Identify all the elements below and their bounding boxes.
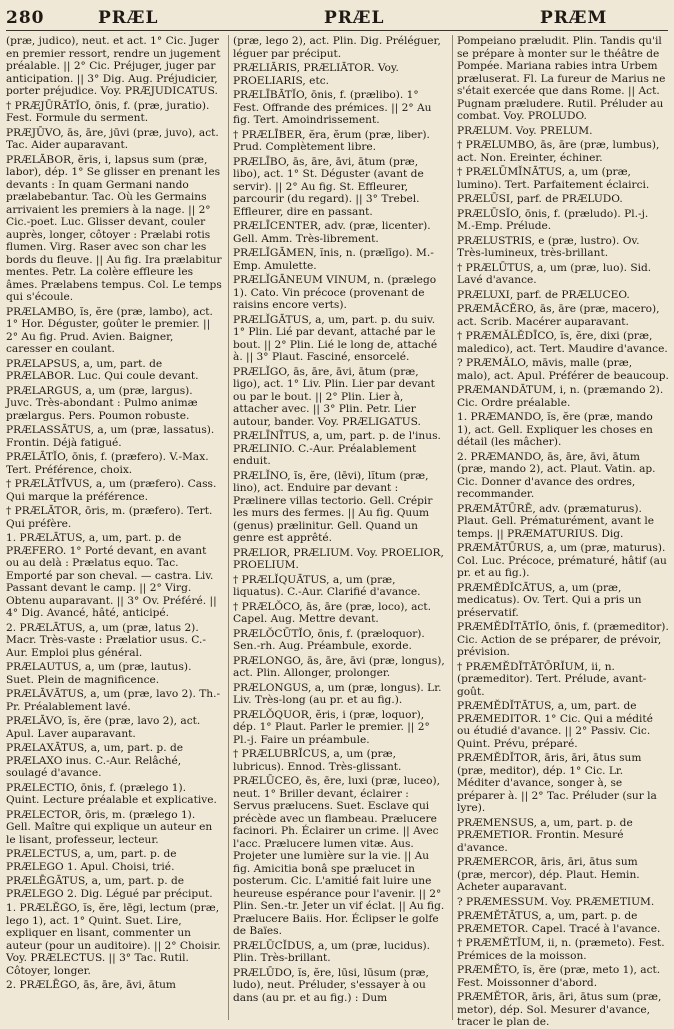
dictionary-entry: PRÆMĔDĬCĀTUS, a, um (præ, medicatus). Ov. Tert. Qui a pris un préservatif. xyxy=(457,581,642,619)
dictionary-entry: PRÆLIOR, PRÆLIUM. Voy. PROELIOR, PROELIUM. xyxy=(233,546,444,571)
dictionary-entry: PRÆMĔTĀTUS, a, um, part. p. de PRÆMETOR. Capel. Tracé à l'avance. xyxy=(457,910,661,935)
dictionary-entry: 2. PRÆLĀTUS, a, um (præ, latus 2). Macr. Très-vaste : Prælatior usus. C.-Aur. Emploi plus général. xyxy=(6,621,206,659)
dictionary-entry: PRÆMENSUS, a, um, part. p. de PRÆMETIOR. Frontin. Mesuré d'avance. xyxy=(457,816,633,854)
dictionary-entry: PRÆLĒGĀTUS, a, um, part. p. de PRÆLEGO 2. Dig. Légué par préciput. xyxy=(6,875,213,900)
dictionary-entry: PRÆLŪCĬDUS, a, um (præ, lucidus). Plin. Très-brillant. xyxy=(233,939,431,964)
dictionary-entry: (præ, lego 2), act. Plin. Dig. Préléguer, léguer par préciput. xyxy=(233,35,441,60)
dictionary-entry: PRÆLĀVO, ĭs, ĕre (præ, lavo 2), act. Apul. Laver auparavant. xyxy=(6,715,201,740)
dictionary-entry: 2. PRÆMANDO, ās, āre, āvi, ātum (præ, mando 2), act. Plaut. Vatin. ap. Cic. Donner d'avance des ordres, recommander. xyxy=(457,450,656,500)
dictionary-entry: PRÆLĪBĀTĬO, ōnis, f. (prælibo). 1° Fest. Offrande des prémices. || 2° Au fig. Tert. Amoindrissement. xyxy=(233,89,432,126)
dictionary-entry: PRÆLUXI, parf. de PRÆLUCEO. xyxy=(457,288,630,301)
dictionary-entry: PRÆLĪCENTER, adv. (præ, licenter). Gell. Amm. Très-librement. xyxy=(233,220,431,245)
dictionary-entry: ? PRÆMĂLO, māvis, malle (præ, malo), act. Apul. Préférer de beaucoup. xyxy=(457,357,669,382)
dictionary-entry: † PRÆLŪMĬNĀTUS, a, um (præ, lumino). Tert. Parfaitement éclairci. xyxy=(457,166,650,191)
dictionary-entry: PRÆLAXĀTUS, a, um, part. p. de PRÆLAXO inus. C.-Aur. Relâché, soulagé d'avance. xyxy=(6,742,183,779)
dictionary-entry: PRÆLIĀRIS, PRÆLIĀTOR. Voy. PROELIARIS, etc. xyxy=(233,62,399,87)
dictionary-entry: † PRÆLŪTUS, a, um (præ, luo). Sid. Lavé d'avance. xyxy=(457,261,652,286)
dictionary-entry: PRÆLŪDO, ĭs, ĕre, lūsi, lūsum (præ, ludo), neut. Préluder, s'essayer à ou dans (au pr. et au fig.) : Dum xyxy=(233,966,429,1004)
dictionary-entry: PRÆMĔDĬTOR, āris, āri, ātus sum (præ, meditor), dép. 1° Cic. Lr. Méditer d'avance, songer à, se préparer à. || 2° Tac. Préluder (sur la lyre). xyxy=(457,752,657,814)
text-columns xyxy=(6,35,669,1028)
dictionary-entry: PRÆLĬNO, ĭs, ĕre, (lēvi), lĭtum (præ, lino), act. Enduire par devant : Prælinere villas tectorio. Gell. Crépir les murs des fermes. || Au fig. Quum (genus) prælinitur. Gell. Quand un genre est apprêté. xyxy=(233,469,433,544)
dictionary-entry: PRÆLUSTRIS, e (præ, lustro). Ov. Très-lumineux, très-brillant. xyxy=(457,234,640,259)
dictionary-entry: (præ, judico), neut. et act. 1° Cic. Juger en premier ressort, rendre un jugement préalable. || 2° Cic. Préjuger, juger par anticipation. || 3° Dig. Aug. Préjudicier, porter préjudice. Voy. PRÆJUDICATUS. xyxy=(6,35,221,97)
dictionary-entry: † PRÆLUMBO, ās, āre (præ, lumbus), act. Non. Ereinter, échiner. xyxy=(457,139,660,164)
dictionary-entry: 1. PRÆMANDO, ĭs, ĕre (præ, mando 1), act. Gell. Expliquer les choses en détail (les mâcher). xyxy=(457,411,653,448)
dictionary-entry: PRÆLŎCŪTĬO, ōnis, f. (præloquor). Sen.-rh. Aug. Préambule, exorde. xyxy=(233,627,425,652)
dictionary-entry: † PRÆMĔTĬUM, ii, n. (præmeto). Fest. Prémices de la moisson. xyxy=(457,937,665,962)
dictionary-entry: PRÆLĪNĪTUS, a, um, part. p. de l'inus. PRÆLINIO. C.-Aur. Préalablement enduit. xyxy=(233,430,441,467)
dictionary-entry: PRÆMĔTO, ĭs, ĕre (præ, meto 1), act. Fest. Moissonner d'abord. xyxy=(457,964,661,989)
dictionary-entry: Pompeiano præludit. Plin. Tandis qu'il se prépare à monter sur le théâtre de Pompée. Mariana rabies intra Urbem præluserat. Fl. La fureur de Marius ne s'était exercée que dans Rome. || Act. Pugnam præludere. Rutil. Préluder au combat. Voy. PROLUDO. xyxy=(457,35,666,122)
dictionary-entry: PRÆLĀVĀTUS, a, um (præ, lavo 2). Th.-Pr. Préalablement lavé. xyxy=(6,688,221,713)
dictionary-entry: 1. PRÆLĔGO, ĭs, ĕre, lēgi, lectum (præ, lego 1), act. 1° Quint. Suet. Lire, expliquer en lisant, commenter un auteur (pour un auditoire). || 2° Choisir. Voy. PRÆLECTUS. || 3° Tac. Rutil. Côtoyer, longer. xyxy=(6,902,221,977)
dictionary-entry: PRÆLĬGĀTUS, a, um, part. p. du suiv. 1° Plin. Lié par devant, attaché par le bout. || 2° Plin. Lié le long de, attaché à. || 3° Plaut. Fasciné, ensorcelé. xyxy=(233,313,438,363)
dictionary-entry: ? PRÆMESSUM. Voy. PRÆMETIUM. xyxy=(457,895,655,908)
dictionary-entry: PRÆLONGUS, a, um (præ, longus). Lr. Liv. Très-long (au pr. et au fig.). xyxy=(233,681,442,706)
dictionary-entry: PRÆLAPSUS, a, um, part. de PRÆLABOR. Luc. Qui coule devant. xyxy=(6,357,199,382)
dictionary-entry: PRÆLŪSĬO, ōnis, f. (præludo). Pl.-j. M.-Emp. Prélude. xyxy=(457,207,649,232)
dictionary-entry: PRÆMĔDĬTĀTUS, a, um, part. de PRÆMEDITOR. 1° Cic. Qui a médité ou étudié d'avance. || 2° Passiv. Cic. Quint. Prévu, préparé. xyxy=(457,700,653,750)
dictionary-entry: PRÆMĀCĔRO, ās, āre (præ, macero), act. Scrib. Macérer auparavant. xyxy=(457,303,660,328)
dictionary-entry: PRÆLAUTUS, a, um (præ, lautus). Suet. Plein de magnificence. xyxy=(6,661,192,686)
dictionary-entry: † PRÆJŪRĀTĬO, ōnis, f. (præ, juratio). Fest. Formule du serment. xyxy=(6,99,210,124)
dictionary-entry: PRÆLECTOR, ōris, m. (prælego 1). Gell. Maître qui explique un auteur en le lisant, professeur, lecteur. xyxy=(6,808,213,846)
dictionary-entry: † PRÆLĀTOR, ōris, m. (præfero). Tert. Qui préfère. xyxy=(6,505,213,530)
dictionary-entry: PRÆLASSĀTUS, a, um (præ, lassatus). Frontin. Déjà fatigué. xyxy=(6,424,215,449)
dictionary-entry: PRÆMANDĀTUM, i, n. (præmando 2). Cic. Ordre préalable. xyxy=(457,384,664,409)
dictionary-entry: PRÆLŎQUOR, ĕris, i (præ, loquor), dép. 1° Plaut. Parler le premier. || 2° Pl.-j. Faire un préambule. xyxy=(233,708,430,746)
dictionary-entry: PRÆMĀTŪRĒ, adv. (præmaturus). Plaut. Gell. Prématurément, avant le temps. || PRÆMATURIUS. Dig. xyxy=(457,502,654,540)
dictionary-entry: † PRÆLŎCO, ās, āre (præ, loco), act. Capel. Aug. Mettre devant. xyxy=(233,600,431,625)
dictionary-entry: PRÆMERCOR, āris, āri, ātus sum (præ, mercor), dép. Plaut. Hemin. Acheter auparavant. xyxy=(457,856,640,893)
column-left xyxy=(6,35,222,1020)
dictionary-entry: PRÆLĬGO, ās, āre, āvi, ātum (præ, ligo), act. 1° Liv. Plin. Lier par devant ou par le bout. || 2° Plin. Lier à, attacher avec. || 3° Plin. Petr. Lier autour, bander. Voy. PRÆLIGATUS. xyxy=(233,365,435,428)
column-right xyxy=(452,35,669,1028)
dictionary-entry: † PRÆMĂLĔDĪCO, ĭs, ĕre, dixi (præ, maledico), act. Tert. Maudire d'avance. xyxy=(457,330,668,355)
running-head-left: PRÆL xyxy=(98,8,159,28)
dictionary-entry: PRÆLĬGĀNEUM VINUM, n. (prælego 1). Cato. Vin précoce (provenant de raisins encore verts). xyxy=(233,274,437,311)
dictionary-entry: † PRÆLUBRĬCUS, a, um (præ, lubricus). Ennod. Très-glissant. xyxy=(233,748,402,773)
dictionary-entry: PRÆMĔTOR, āris, āri, ātus sum (præ, metor), dép. Sol. Mesurer d'avance, tracer le plan de. xyxy=(457,991,662,1028)
running-head-center: PRÆL xyxy=(324,8,385,28)
dictionary-entry: † PRÆLĀTĪVUS, a, um (præfero). Cass. Qui marque la préférence. xyxy=(6,478,217,503)
dictionary-entry: 2. PRÆLĒGO, ās, āre, āvi, ātum xyxy=(6,979,176,991)
dictionary-entry: † PRÆLĪBER, ĕra, ĕrum (præ, liber). Prud. Complètement libre. xyxy=(233,128,430,153)
dictionary-entry: PRÆLONGO, ās, āre, āvi (præ, longus), act. Plin. Allonger, prolonger. xyxy=(233,654,445,679)
dictionary-entry: PRÆLŪCEO, ēs, ēre, luxi (præ, luceo), neut. 1° Briller devant, éclairer : Servus prælucens. Suet. Esclave qui précède avec un flambeau. Prælucere facinori. Ph. Éclairer un crime. || Avec l'acc. Prælucere lumen vitæ. Aus. Projeter une lumière sur la vie. || Au fig. Amicitia bonâ spe prælucet in posterum. Cic. L'amitié fait luire une heureuse espérance pour l'avenir. || 2° Plin. Sen.-tr. Jeter un vif éclat. || Au fig. Prælucere Baiis. Hor. Éclipser le golfe de Baïes. xyxy=(233,775,445,937)
dictionary-entry: PRÆJŪVO, ās, āre, jūvi (præ, juvo), act. Tac. Aider auparavant. xyxy=(6,126,219,151)
dictionary-entry: PRÆLAMBO, ĭs, ĕre (præ, lambo), act. 1° Hor. Déguster, goûter le premier. || 2° Au fig. Prud. Avien. Baigner, caresser en coulant. xyxy=(6,305,213,355)
dictionary-entry: PRÆLECTUS, a, um, part. p. de PRÆLEGO 1. Apul. Choisi, trié. xyxy=(6,848,177,873)
page-number: 280 xyxy=(6,8,45,28)
dictionary-entry: † PRÆLĬQUĀTUS, a, um (præ, liquatus). C.-Aur. Clarifié d'avance. xyxy=(233,573,421,598)
dictionary-entry: PRÆLĀBOR, ĕris, i, lapsus sum (præ, labor), dép. 1° Se glisser en prenant les devants : In quam Germani nando prælabebantur. Tac. Où les Germains arrivaient les premiers à la nage. || 2° Cic.-poet. Luc. Glisser devant, couler auprès, longer, côtoyer : Prælabi rotis flumen. Virg. Raser avec son char les bords du fleuve. || Au fig. Ira prælabitur mentes. Petr. La colère effleure les âmes. Prælabens tempus. Col. Le temps qui s'écoule. xyxy=(6,153,222,303)
dictionary-entry: PRÆLĪBO, ās, āre, āvi, ātum (præ, libo), act. 1° St. Déguster (avant de servir). || 2° Au fig. St. Effleurer, parcourir (du regard). || 3° Trebel. Effleurer, dire en passant. xyxy=(233,155,424,218)
page-header xyxy=(6,6,668,31)
dictionary-entry: 1. PRÆLĀTUS, a, um, part. p. de PRÆFERO. 1° Porté devant, en avant ou au delà : Prælatus equo. Tac. Emporté par son cheval. — castra. Liv. Passant devant le camp. || 2° Virg. Obtenu auparavant. || 3° Ov. Préféré. || 4° Dig. Avancé, hâté, anticipé. xyxy=(6,532,217,619)
dictionary-entry: PRÆLECTIO, ōnis, f. (prælego 1). Quint. Lecture préalable et explicative. xyxy=(6,781,217,806)
dictionary-entry: PRÆLĀTĬO, ōnis, f. (præfero). V.-Max. Tert. Préférence, choix. xyxy=(6,451,209,476)
dictionary-entry: PRÆMĔDĬTĀTĬO, ōnis, f. (præmeditor). Cic. Action de se préparer, de prévoir, prévision. xyxy=(457,621,669,658)
running-head-right: PRÆM xyxy=(540,8,608,28)
dictionary-entry: † PRÆMĔDĬTĀTŌRĬUM, ii, n. (præmeditor). Tert. Prélude, avant-goût. xyxy=(457,660,647,698)
dictionary-entry: PRÆLUM. Voy. PRELUM. xyxy=(457,124,593,137)
column-middle xyxy=(228,35,445,1020)
dictionary-entry: PRÆLĬGĀMEN, ĭnis, n. (prælīgo). M.-Emp. Amulette. xyxy=(233,247,434,272)
dictionary-entry: PRÆLARGUS, a, um (præ, largus). Juvc. Très-abondant : Pulmo animæ prælargus. Pers. Poumon robuste. xyxy=(6,384,198,422)
dictionary-entry: PRÆLŪSI, parf. de PRÆLUDO. xyxy=(457,193,623,205)
dictionary-entry: PRÆMĀTŪRUS, a, um (præ, maturus). Col. Luc. Précoce, prématuré, hâtif (au pr. et au fig.). xyxy=(457,542,667,579)
